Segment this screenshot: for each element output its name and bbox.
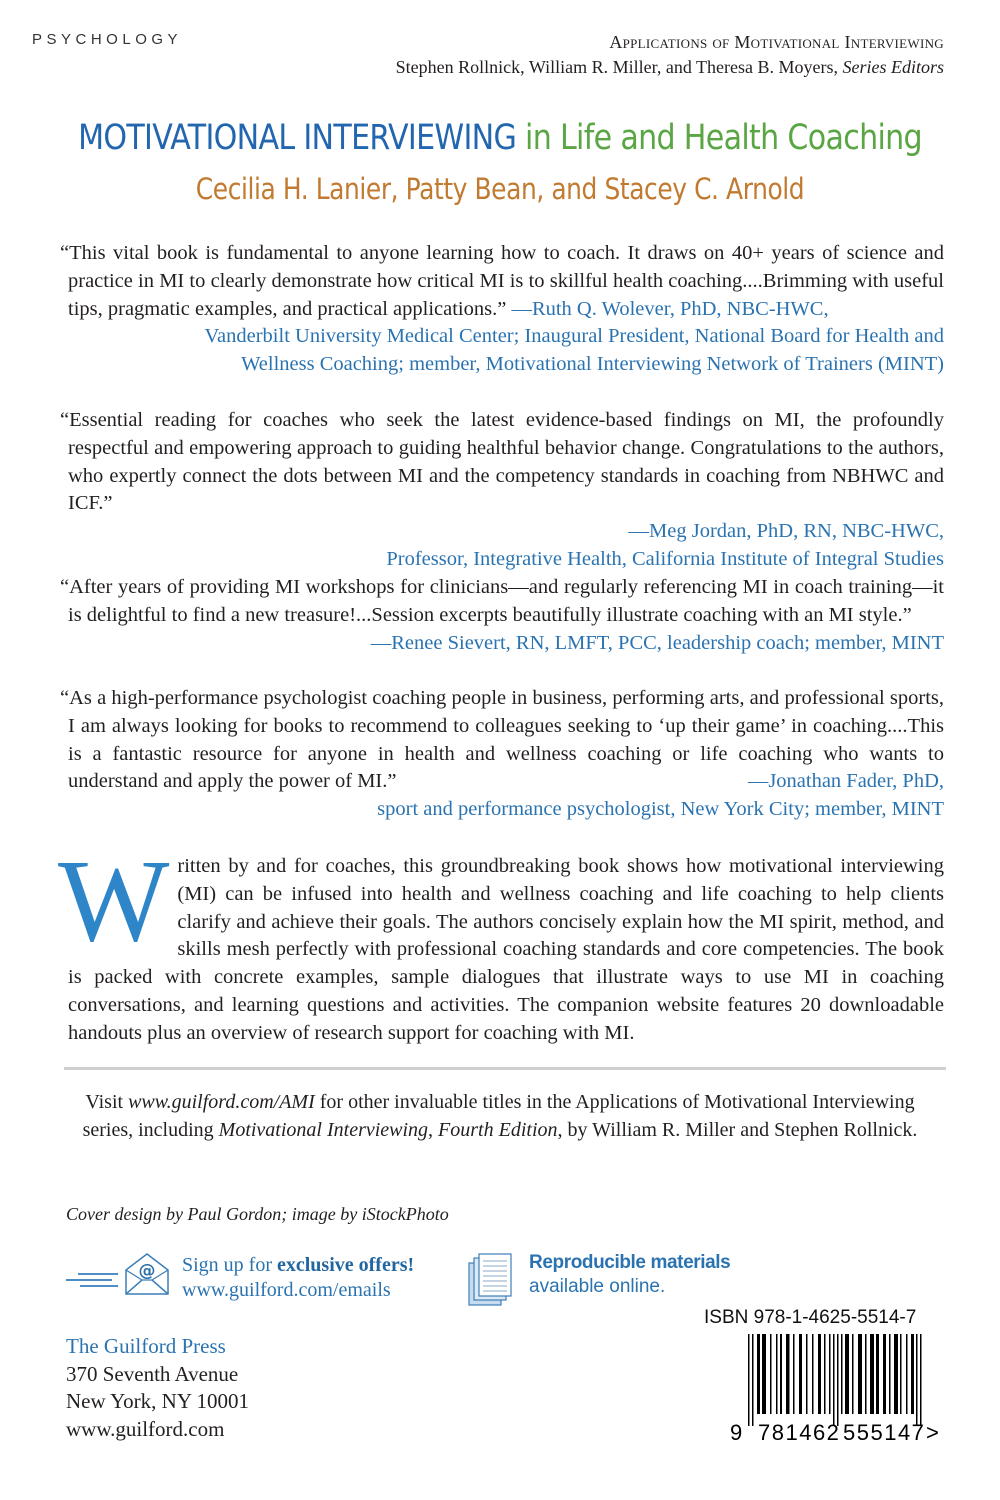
publisher-name: The Guilford Press <box>66 1334 226 1358</box>
quote-attribution: —Meg Jordan, PhD, RN, NBC-HWC, <box>628 520 944 543</box>
quote-attribution: —Jonathan Fader, PhD, <box>747 770 944 793</box>
documents-icon <box>468 1253 516 1307</box>
quote-text: “After years of providing MI workshops for clinicians—and regularly referencing MI in coach training—it is delightful to find a new treasure!...Session excerpts beautifully illustrate coaching with an MI style.” <box>60 576 944 626</box>
reproducible-title: Reproducible materials <box>529 1252 731 1273</box>
svg-text:@: @ <box>138 1261 156 1281</box>
book-title <box>70 118 930 158</box>
featured-book-title: Motivational Interviewing, Fourth Edition <box>218 1119 558 1141</box>
reproducible-text: available online. <box>529 1276 666 1297</box>
isbn-label: ISBN 978-1-4625-5514-7 <box>704 1307 917 1328</box>
promo-text: , by William R. Miller and Stephen Rollnick. <box>557 1119 918 1141</box>
promo-text: Visit <box>85 1091 129 1113</box>
publisher-address-line2: New York, NY 10001 <box>66 1389 249 1413</box>
promo-text: for other invaluable titles in the Applications of Motivational Interviewing series, including <box>82 1091 915 1141</box>
series-editors-names: Stephen Rollnick, William R. Miller, and Theresa B. Moyers, <box>395 57 838 77</box>
quote-attribution: —Renee Sievert, RN, LMFT, PCC, leadership coach; member, MINT <box>370 631 944 654</box>
publisher-address-line1: 370 Seventh Avenue <box>66 1361 239 1386</box>
quote-text: “This vital book is fundamental to anyone learning how to coach. It draws on 40+ years of science and practice in MI to clearly demonstrate how critical MI is to skillful health coaching....Brimming with useful tips, pragmatic examples, and practical applications.” <box>60 242 944 320</box>
signup-url-link[interactable]: www.guilford.com/emails <box>182 1279 391 1301</box>
quote-text: “Essential reading for coaches who seek the latest evidence-based findings on MI, the profoundly respectful and empowering approach to guiding healthful behavior change. Congratulations to the authors, who expertly connect the dots between MI and the competency standards in coaching from NBHWC and ICF.” <box>60 409 944 515</box>
book-title-sub: in Life and Health Coaching <box>525 118 922 158</box>
publisher-info <box>66 1333 249 1443</box>
divider <box>64 1067 946 1070</box>
quote-attribution: —Ruth Q. Wolever, PhD, NBC-HWC, <box>511 297 829 320</box>
endorsement-quote <box>60 407 944 574</box>
series-info <box>396 30 944 80</box>
quote-attribution-affiliation: Professor, Integrative Health, California Institute of Integral Studies <box>386 547 944 570</box>
series-promo <box>60 1088 940 1144</box>
barcode-digit-first: 9 <box>730 1420 743 1444</box>
signup-highlight: exclusive offers! <box>277 1254 415 1276</box>
publisher-website-link[interactable]: www.guilford.com <box>66 1416 225 1441</box>
email-envelope-icon <box>124 1252 170 1296</box>
signup-offer <box>182 1253 414 1303</box>
barcode-marker: > <box>926 1420 939 1444</box>
quote-attribution-affiliation: Wellness Coaching; member, Motivational Interviewing Network of Trainers (MINT) <box>241 353 944 376</box>
speed-lines-icon <box>66 1273 118 1287</box>
book-title-main: MOTIVATIONAL INTERVIEWING <box>78 118 517 158</box>
endorsement-quote <box>60 574 944 657</box>
barcode-digits-right: 555147 <box>843 1420 926 1444</box>
quote-attribution-affiliation: sport and performance psychologist, New York City; member, MINT <box>377 798 944 821</box>
series-url-link[interactable]: www.guilford.com/AMI <box>128 1091 315 1113</box>
description-text: ritten by and for coaches, this groundbreaking book shows how motivational interviewing (MI) can be infused into health and wellness coaching and life coaching to help clients clarify and achieve their goals. The authors concisely explain how the MI spirit, method, and skills mesh perfectly with professional coaching standards and core competencies. The book is packed with concrete examples, sample dialogues that illustrate ways to use MI in coaching conversations, and learning questions and activities. The companion website features 20 downloadable handouts plus an overview of research support for coaching with MI. <box>68 855 944 1044</box>
quote-attribution-affiliation: Vanderbilt University Medical Center; Inaugural President, National Board for Health and <box>204 325 944 348</box>
endorsement-quote <box>60 685 944 824</box>
book-description <box>58 835 944 1048</box>
category-label: PSYCHOLOGY <box>32 31 183 48</box>
reproducible-materials <box>529 1251 730 1299</box>
signup-text: Sign up for <box>182 1254 277 1276</box>
barcode-digits-left: 781462 <box>758 1420 841 1444</box>
drop-cap: W <box>58 835 170 966</box>
series-editors <box>396 55 944 80</box>
series-editors-role: Series Editors <box>842 57 944 77</box>
book-authors: Cecilia H. Lanier, Patty Bean, and Stacey C. Arnold <box>195 172 805 206</box>
cover-credit: Cover design by Paul Gordon; image by iStockPhoto <box>66 1204 449 1224</box>
endorsement-quote <box>60 240 944 379</box>
barcode <box>728 1334 968 1444</box>
series-name: Applications of Motivational Interviewing <box>609 32 944 52</box>
quote-text: “As a high-performance psychologist coaching people in business, performing arts, and professional sports, I am always looking for books to recommend to colleagues seeking to ‘up their game’ in coaching....This is a fantastic resource for anyone in health and wellness coaching or life coaching who wants to understand and apply the power of MI.” <box>60 687 944 793</box>
